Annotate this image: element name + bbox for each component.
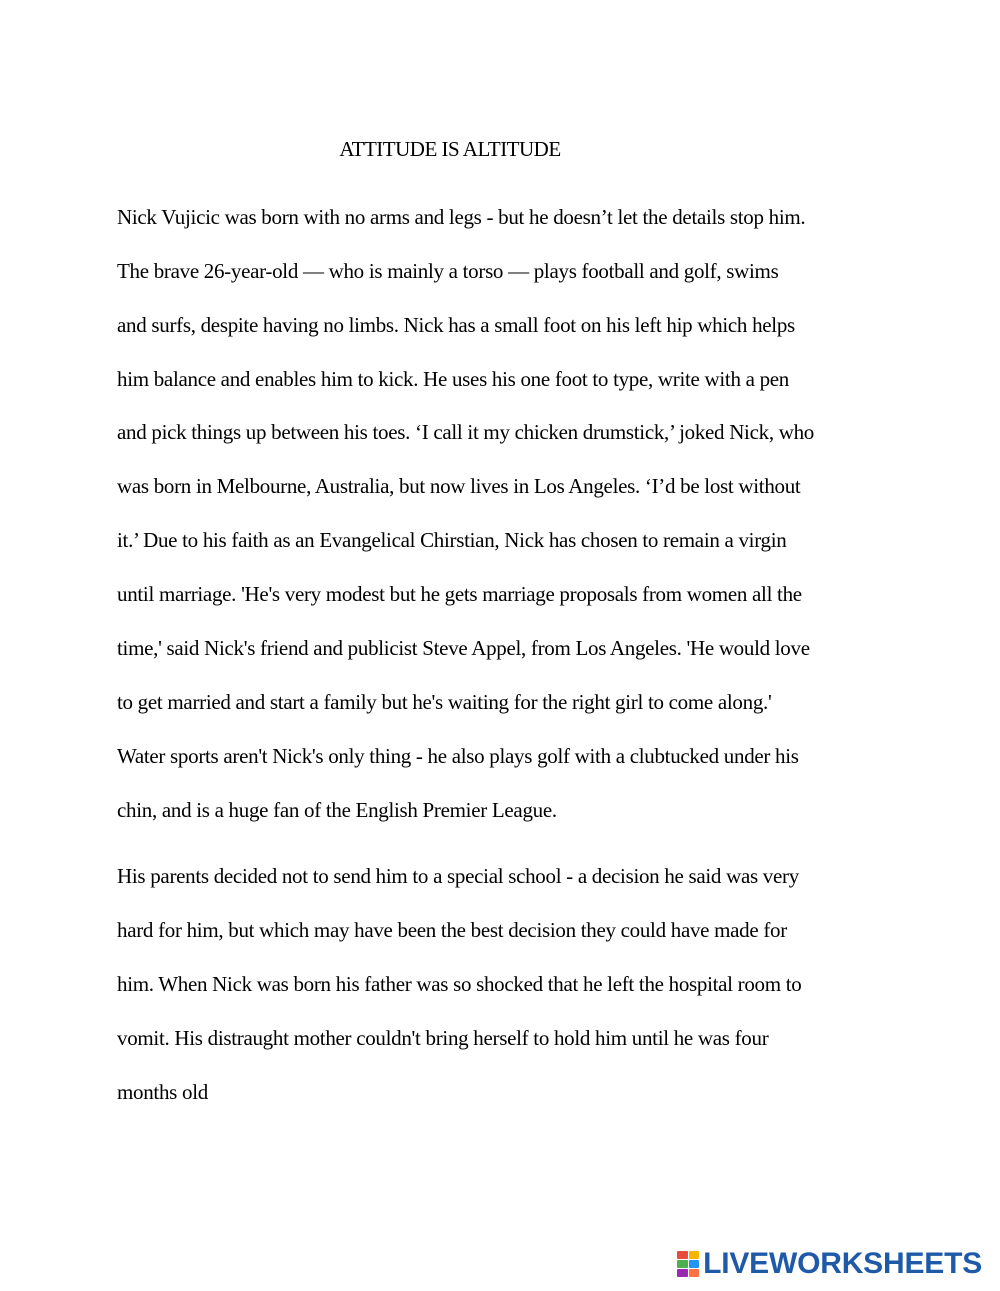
text-line: to get married and start a family but he's waiting for the right girl to come along.' [117,690,772,714]
text-line: months old [117,1080,208,1104]
text-line: him balance and enables him to kick. He uses his one foot to type, write with a pen [117,367,790,391]
text-line: until marriage. 'He's very modest but he gets marriage proposals from women all the [117,582,802,606]
text-line: him. When Nick was born his father was so shocked that he left the hospital room to [117,972,802,996]
text-line: Nick Vujicic was born with no arms and legs - but he doesn’t let the details stop him. [117,205,806,229]
text-line: chin, and is a huge fan of the English Premier League. [117,798,557,822]
liveworksheets-logo[interactable] [677,1247,982,1281]
text-line: The brave 26-year-old — who is mainly a torso — plays football and golf, swims [117,259,779,283]
text-line: it.’ Due to his faith as an Evangelical Chirstian, Nick has chosen to remain a virgin [117,528,787,552]
text-line: and surfs, despite having no limbs. Nick has a small foot on his left hip which helps [117,313,795,337]
liveworksheets-logo-icon [677,1251,699,1277]
text-line: was born in Melbourne, Australia, but now lives in Los Angeles. ‘I’d be lost without [117,474,801,498]
liveworksheets-logo-text: LIVEWORKSHEETS [703,1247,982,1280]
text-line: His parents decided not to send him to a special school - a decision he said was very [117,864,799,888]
text-line: time,' said Nick's friend and publicist Steve Appel, from Los Angeles. 'He would love [117,636,810,660]
text-line: vomit. His distraught mother couldn't bring herself to hold him until he was four [117,1026,769,1050]
text-line: Water sports aren't Nick's only thing - he also plays golf with a clubtucked under his [117,744,799,768]
document-title: ATTITUDE IS ALTITUDE [339,137,561,161]
text-line: hard for him, but which may have been the best decision they could have made for [117,918,787,942]
text-line: and pick things up between his toes. ‘I call it my chicken drumstick,’ joked Nick, who [117,420,814,444]
